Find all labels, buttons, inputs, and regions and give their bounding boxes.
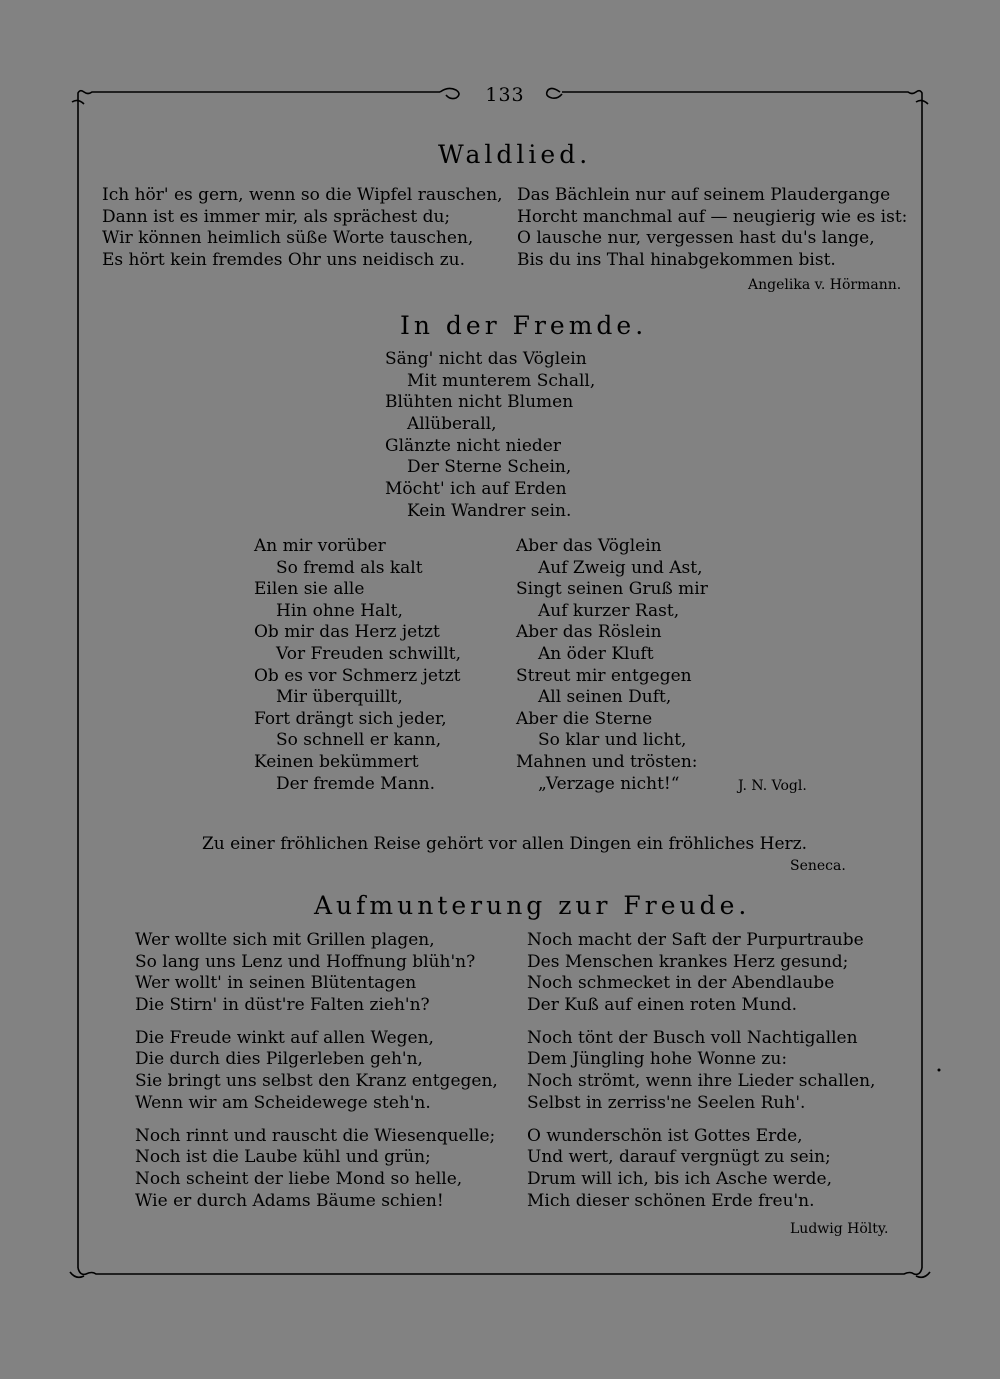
verse-line: Aber das Vöglein — [516, 536, 662, 556]
verse-line: Selbst in zerriss'ne Seelen Ruh'. — [527, 1092, 806, 1113]
verse-line: Die durch dies Pilgerleben geh'n, — [135, 1049, 423, 1070]
verse-line: Hin ohne Halt, — [276, 600, 403, 621]
verse-line: Des Menschen krankes Herz gesund; — [527, 951, 849, 972]
poem-title-waldlied: Waldlied. — [438, 140, 592, 169]
verse-line: Ob mir das Herz jetzt — [254, 622, 440, 643]
verse-line: Aber das Röslein — [516, 622, 662, 643]
verse-line: Noch ist die Laube kühl und grün; — [135, 1147, 431, 1168]
verse-line: Dann ist es immer mir, als sprächest du; — [102, 206, 451, 227]
verse-line: Eilen sie alle — [254, 579, 365, 600]
verse-line: Wir können heimlich süße Worte tauschen, — [102, 228, 474, 249]
verse-line: Der fremde Mann. — [276, 773, 436, 794]
waldlied-right-stanza — [517, 185, 907, 272]
page-number: 133 — [485, 84, 525, 106]
verse-line: An öder Kluft — [538, 643, 654, 664]
verse-line: O wunderschön ist Gottes Erde, — [527, 1125, 803, 1146]
verse-line: Die Freude winkt auf allen Wegen, — [135, 1027, 434, 1048]
verse-line: Noch rinnt und rauscht die Wiesenquelle; — [135, 1125, 496, 1146]
verse-line: Keinen bekümmert — [254, 751, 419, 772]
poem-author: Angelika v. Hörmann. — [748, 277, 902, 293]
verse-line: Wie er durch Adams Bäume schien! — [135, 1190, 444, 1211]
verse-line: So fremd als kalt — [276, 557, 423, 578]
verse-line: An mir vorüber — [254, 536, 386, 556]
verse-line: Ob es vor Schmerz jetzt — [254, 665, 461, 686]
verse-line: So klar und licht, — [538, 730, 687, 751]
verse-line: Wenn wir am Scheidewege steh'n. — [135, 1092, 431, 1113]
verse-line: Es hört kein fremdes Ohr uns neidisch zu. — [102, 250, 466, 271]
verse-line: Allüberall, — [407, 414, 497, 435]
verse-line: Noch tönt der Busch voll Nachtigallen — [527, 1027, 858, 1048]
verse-line: So lang uns Lenz und Hoffnung blüh'n? — [135, 951, 476, 972]
verse-line: Noch schmecket in der Abendlaube — [527, 973, 835, 994]
fremde-intro-stanza — [385, 349, 595, 523]
quote-text: Zu einer fröhlichen Reise gehört vor allen Dingen ein fröhliches Herz. — [202, 834, 807, 854]
verse-line: Mahnen und trösten: — [516, 751, 698, 772]
poem-author: J. N. Vogl. — [738, 778, 807, 794]
verse-line: Der Sterne Schein, — [407, 457, 572, 478]
verse-line: O lausche nur, vergessen hast du's lange, — [517, 228, 875, 249]
verse-line: Singt seinen Gruß mir — [516, 579, 708, 600]
verse-line: Und wert, darauf vergnügt zu sein; — [527, 1147, 831, 1168]
verse-line: Glänzte nicht nieder — [385, 435, 561, 456]
verse-line: Säng' nicht das Vöglein — [385, 349, 587, 369]
poem-title-fremde: In der Fremde. — [400, 311, 648, 340]
verse-line: Noch scheint der liebe Mond so helle, — [135, 1168, 463, 1189]
verse-line: Noch strömt, wenn ihre Lieder schallen, — [527, 1071, 876, 1092]
verse-line: All seinen Duft, — [538, 687, 672, 708]
verse-line: Blühten nicht Blumen — [385, 392, 574, 413]
poem-title-aufmunterung: Aufmunterung zur Freude. — [314, 891, 751, 920]
verse-line: Möcht' ich auf Erden — [385, 479, 567, 500]
fremde-left-stanza — [254, 536, 461, 795]
verse-line: Wer wollte sich mit Grillen plagen, — [135, 930, 435, 950]
verse-line: Dem Jüngling hohe Wonne zu: — [527, 1049, 788, 1070]
quote-author: Seneca. — [790, 858, 846, 874]
verse-line: Kein Wandrer sein. — [407, 500, 572, 521]
waldlied-left-stanza — [102, 185, 503, 272]
aufmunterung-left-column — [135, 930, 498, 1212]
verse-line: Mich dieser schönen Erde freu'n. — [527, 1190, 815, 1211]
verse-line: Horcht manchmal auf — neugierig wie es ist: — [517, 206, 908, 227]
verse-line: Vor Freuden schwillt, — [276, 643, 461, 664]
poem-author: Ludwig Hölty. — [790, 1221, 889, 1237]
verse-line: Ich hör' es gern, wenn so die Wipfel rauschen, — [102, 185, 503, 205]
verse-line: Wer wollt' in seinen Blütentagen — [135, 973, 417, 994]
verse-line: Auf Zweig und Ast, — [538, 557, 703, 578]
verse-line: Sie bringt uns selbst den Kranz entgegen, — [135, 1071, 498, 1092]
verse-line: Bis du ins Thal hinabgekommen bist. — [517, 250, 836, 271]
aufmunterung-right-column — [527, 930, 875, 1212]
verse-line: Drum will ich, bis ich Asche werde, — [527, 1168, 832, 1189]
verse-line: So schnell er kann, — [276, 730, 442, 751]
verse-line: Aber die Sterne — [516, 708, 653, 729]
verse-line: Fort drängt sich jeder, — [254, 708, 447, 729]
verse-line: Noch macht der Saft der Purpurtraube — [527, 930, 864, 950]
verse-line: Mir überquillt, — [276, 687, 403, 708]
verse-line: Das Bächlein nur auf seinem Plaudergange — [517, 185, 891, 205]
verse-line: Die Stirn' in düst're Falten zieh'n? — [135, 995, 430, 1016]
verse-line: Mit munterem Schall, — [407, 370, 596, 391]
verse-line: Auf kurzer Rast, — [538, 600, 680, 621]
verse-line: Streut mir entgegen — [516, 665, 692, 686]
verse-line: Der Kuß auf einen roten Mund. — [527, 995, 798, 1016]
verse-line: „Verzage nicht!“ — [538, 773, 680, 794]
fremde-right-stanza — [516, 536, 708, 795]
